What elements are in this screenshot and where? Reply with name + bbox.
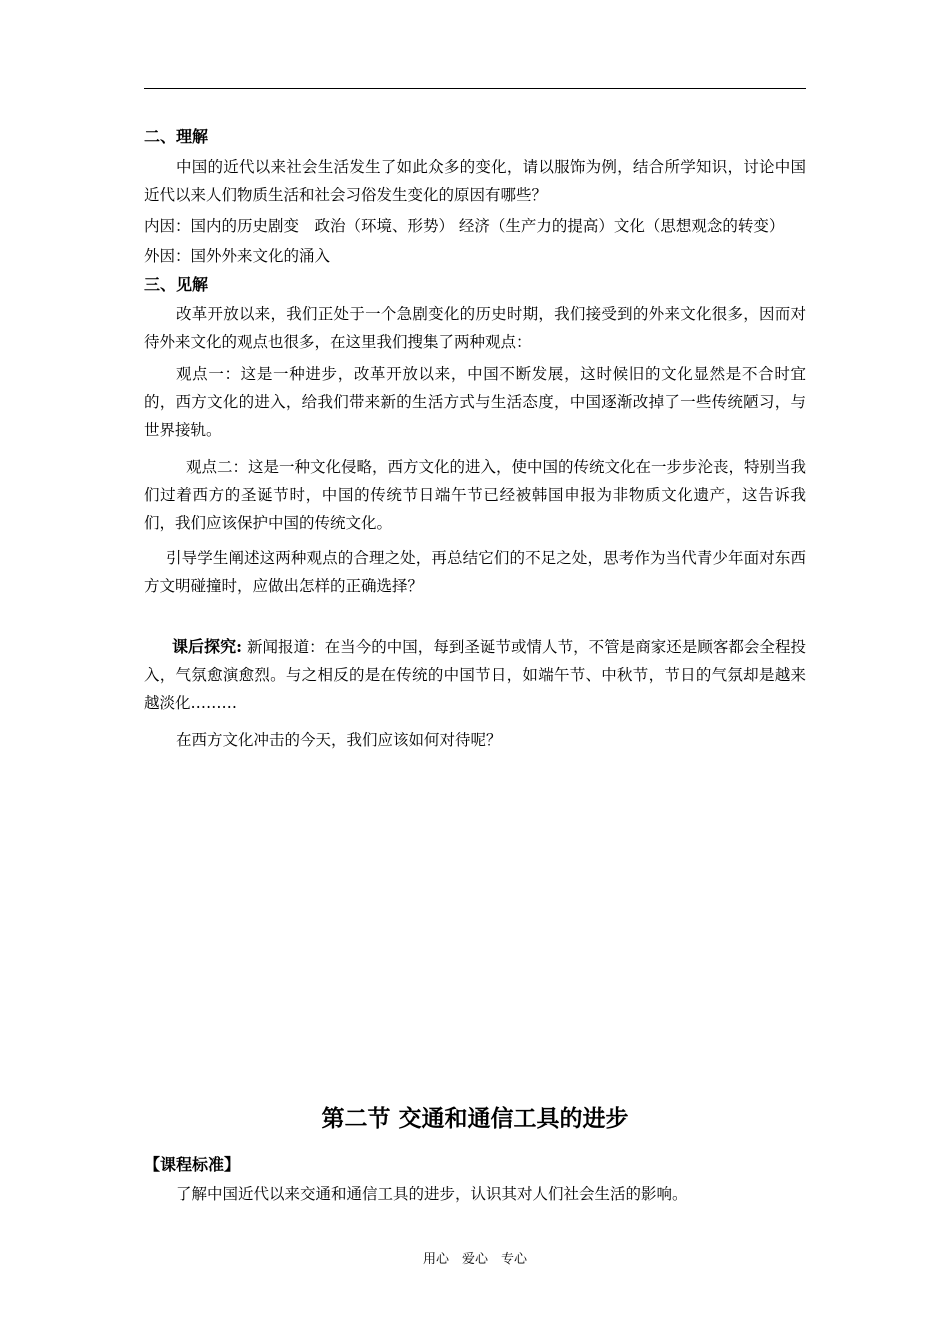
explore-question: 在西方文化冲击的今天，我们应该如何对待呢？ xyxy=(176,731,502,749)
section3-intro: 改革开放以来，我们正处于一个急剧变化的历史时期，我们接受到的外来文化很多，因而对待外来文化的观点也很多，在这里我们搜集了两种观点： xyxy=(144,305,806,351)
standard-label: 【课程标准】 xyxy=(144,1155,241,1174)
section3-guide: 引导学生阐述这两种观点的合理之处，再总结它们的不足之处，思考作为当代青少年面对东西方文明碰撞时，应做出怎样的正确选择？ xyxy=(144,549,806,595)
header-rule xyxy=(144,88,806,89)
explore-text: 新闻报道：在当今的中国，每到圣诞节或情人节，不管是商家还是顾客都会全程投入，气氛愈演愈烈。与之相反的是在传统的中国节日，如端午节、中秋节，节日的气氛却是越来越淡化……… xyxy=(144,638,806,712)
explore-label: 课后探究: xyxy=(172,637,243,656)
explore-paragraph xyxy=(144,633,806,717)
section2-heading: 二、理解 xyxy=(144,127,209,146)
section3-heading: 三、见解 xyxy=(144,275,209,294)
page-footer: 用心 爱心 专心 xyxy=(422,1252,527,1267)
section2-external: 外因：国外外来文化的涌入 xyxy=(144,247,331,265)
standard-text: 了解中国近代以来交通和通信工具的进步，认识其对人们社会生活的影响。 xyxy=(176,1185,688,1203)
section2-internal: 内因：国内的历史剧变 政治（环境、形势） 经济（生产力的提高）文化（思想观念的转变） xyxy=(144,217,785,235)
section3-view2: 观点二：这是一种文化侵略，西方文化的进入，使中国的传统文化在一步步沦丧，特别当我们过着西方的圣诞节时，中国的传统节日端午节已经被韩国申报为非物质文化遗产，这告诉我们，我们应该保护中国的传统文化。 xyxy=(144,458,807,532)
section3-view1: 观点一：这是一种进步，改革开放以来，中国不断发展，这时候旧的文化显然是不合时宜的，西方文化的进入，给我们带来新的生活方式与生活态度，中国逐渐改掉了一些传统陋习，与世界接轨。 xyxy=(144,365,806,439)
section2-question: 中国的近代以来社会生活发生了如此众多的变化，请以服饰为例，结合所学知识，讨论中国近代以来人们物质生活和社会习俗发生变化的原因有哪些？ xyxy=(144,158,806,204)
chapter-title: 第二节 交通和通信工具的进步 xyxy=(321,1106,629,1132)
